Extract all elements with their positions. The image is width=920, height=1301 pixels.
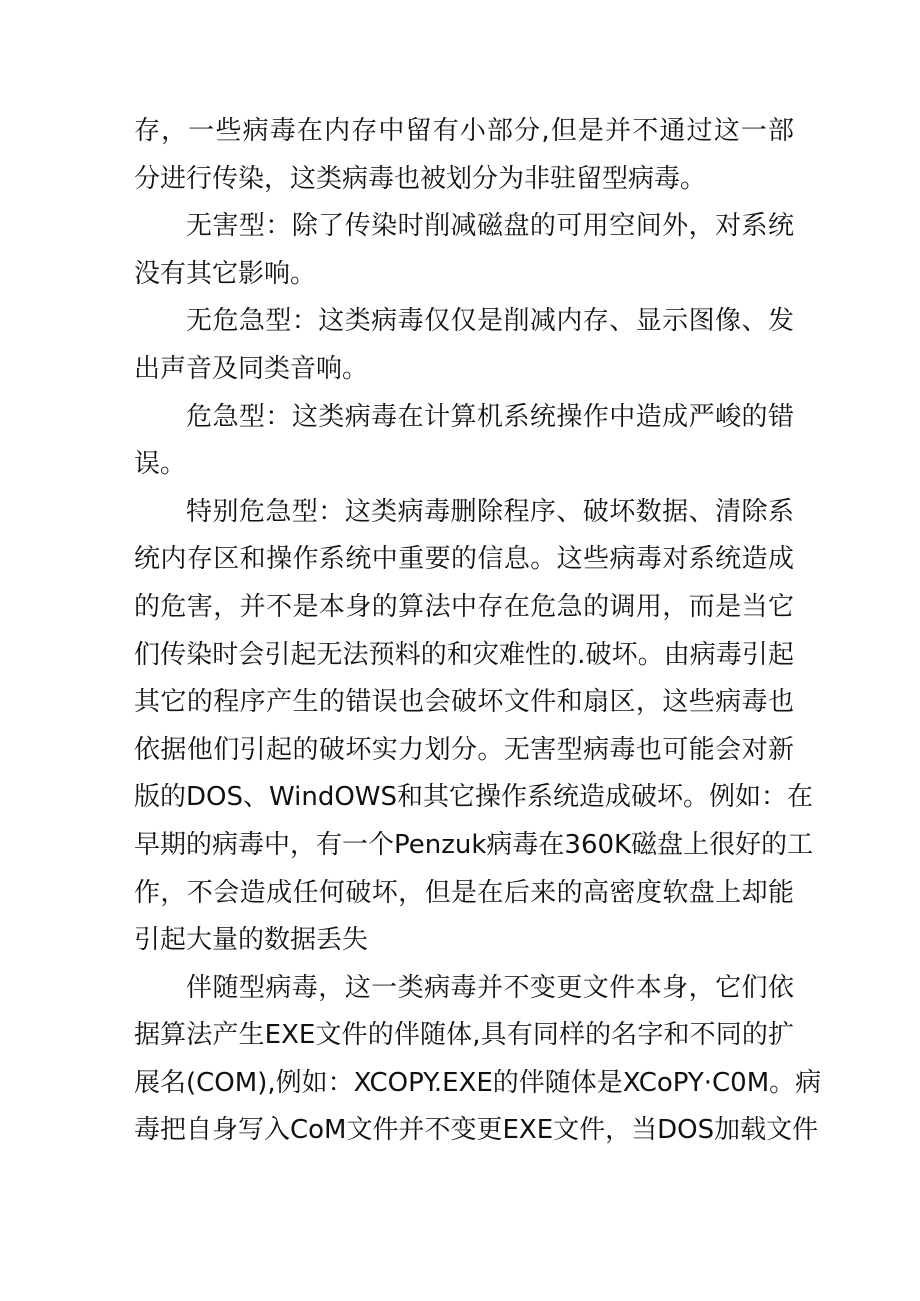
paragraph-non-dangerous-type (134, 298, 794, 393)
text-line: 版的DOS、WindOWS和其它操作系统造成破坏。例如：在 (134, 782, 814, 813)
paragraph-harmless-type (134, 203, 794, 298)
paragraph-non-resident-continued (134, 108, 794, 203)
text-line: 作，不会造成任何破坏，但是在后来的高密度软盘上却能 (134, 877, 794, 908)
text-line: 分进行传染，这类病毒也被划分为非驻留型病毒。 (134, 163, 707, 194)
text-line: 伴随型病毒，这一类病毒并不变更文件本身，它们依 (186, 972, 794, 1003)
text-line: 们传染时会引起无法预料的和灾难性的.破坏。由病毒引起 (134, 639, 794, 670)
text-line: 引起大量的数据丢失 (134, 925, 369, 956)
text-line: 特别危急型：这类病毒删除程序、破坏数据、清除系 (186, 496, 794, 527)
text-line: 据算法产生EXE文件的伴随体,具有同样的名字和不同的扩 (134, 1020, 794, 1051)
paragraph-companion-virus (134, 965, 822, 1155)
text-line: 没有其它影响。 (134, 258, 317, 289)
text-line: 出声音及同类音响。 (134, 353, 369, 384)
text-line: 早期的病毒中，有一个Penzuk病毒在360K磁盘上很好的工 (134, 829, 814, 860)
text-line: 的危害，并不是本身的算法中存在危急的调用，而是当它 (134, 591, 794, 622)
paragraph-dangerous-type (134, 394, 794, 489)
text-line: 展名(COM),例如：XCOPY.EXE的伴随体是XCoPY·C0M。病 (134, 1067, 822, 1098)
text-line: 其它的程序产生的错误也会破坏文件和扇区，这些病毒也 (134, 687, 794, 718)
text-line: 统内存区和操作系统中重要的信息。这些病毒对系统造成 (134, 544, 794, 575)
text-line: 毒把自身写入CoM文件并不变更EXE文件，当DOS加载文件 (134, 1115, 819, 1146)
paragraph-very-dangerous-type (134, 489, 814, 965)
text-line: 无危急型：这类病毒仅仅是削减内存、显示图像、发 (186, 306, 794, 337)
text-line: 存，一些病毒在内存中留有小部分,但是并不通过这一部 (134, 116, 794, 146)
document-body (134, 108, 822, 1155)
text-line: 危急型：这类病毒在计算机系统操作中造成严峻的错 (186, 401, 794, 432)
text-line: 无害型：除了传染时削减磁盘的可用空间外，对系统 (186, 211, 794, 242)
text-line: 误。 (134, 449, 187, 480)
text-line: 依据他们引起的破坏实力划分。无害型病毒也可能会对新 (134, 734, 794, 765)
